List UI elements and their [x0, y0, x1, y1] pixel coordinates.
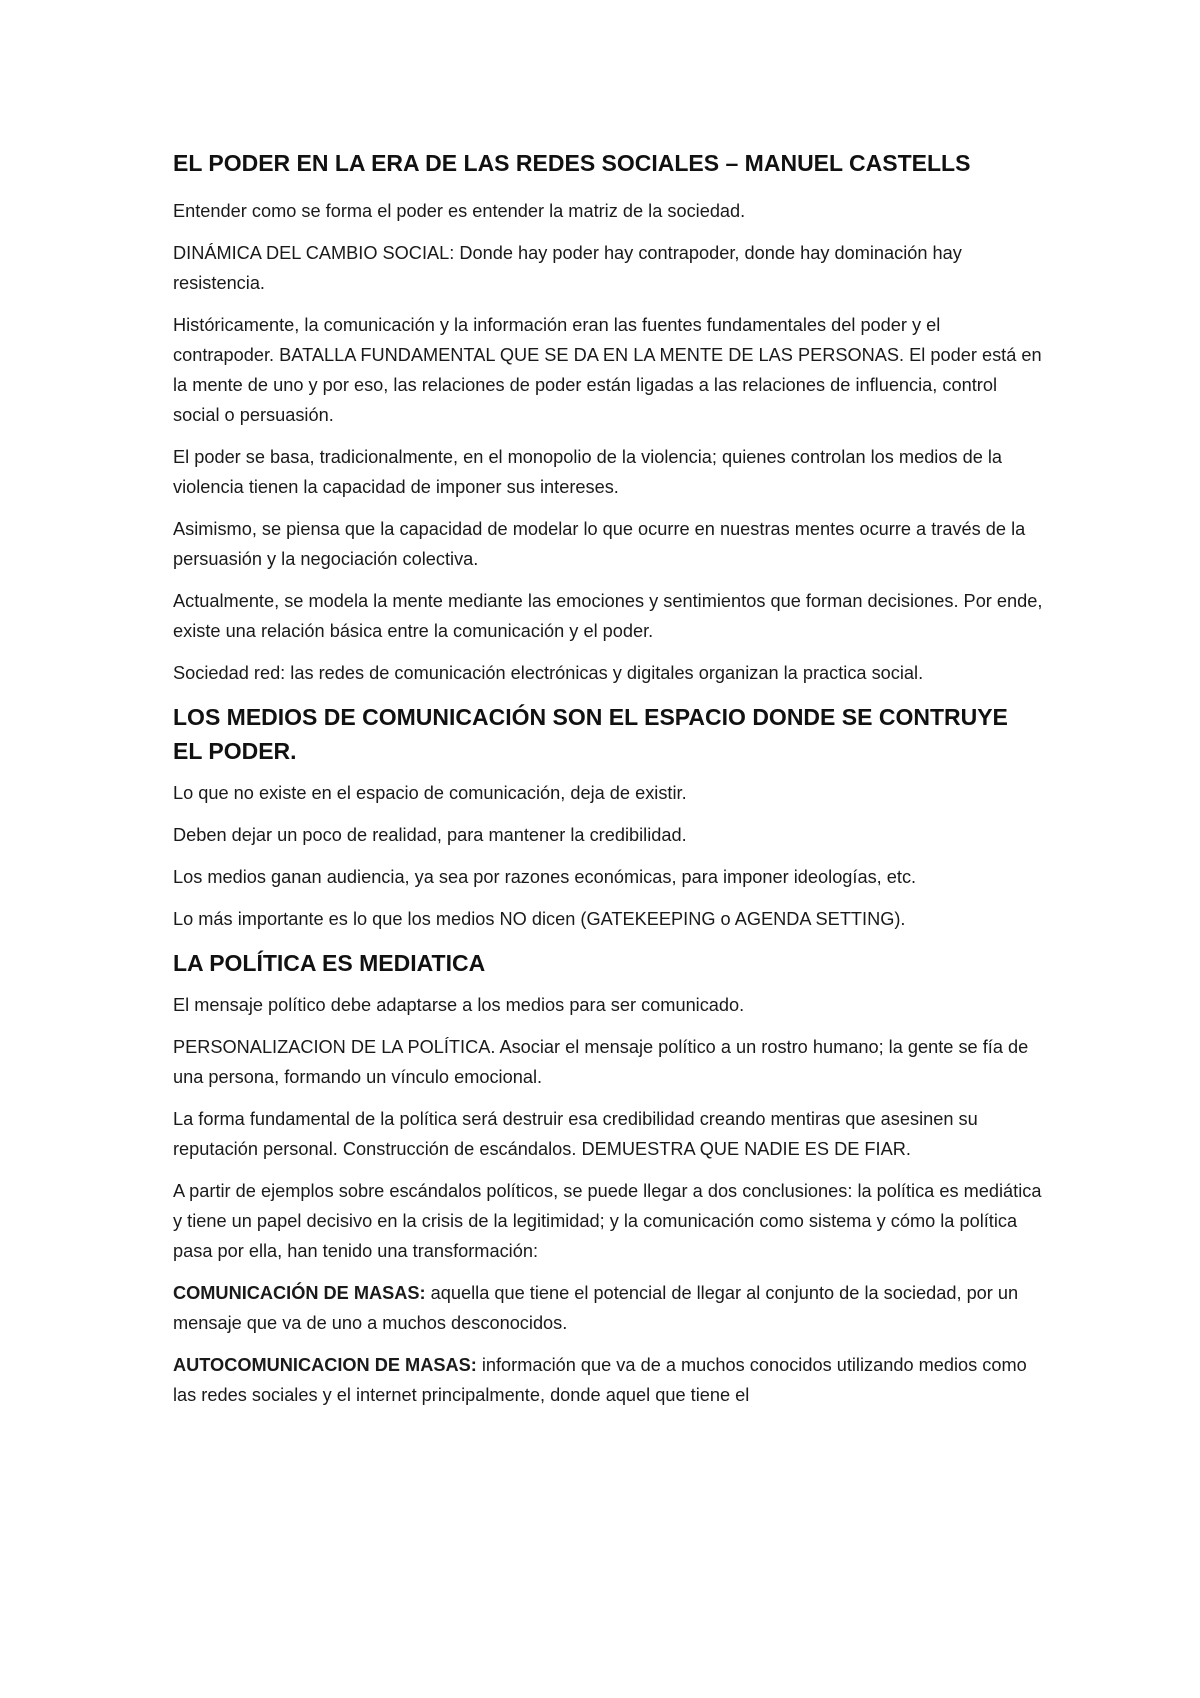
section-heading-politics: LA POLÍTICA ES MEDIATICA	[173, 950, 486, 976]
media-paragraph-3: Los medios ganan audiencia, ya sea por razones económicas, para imponer ideologías, etc.	[173, 867, 917, 887]
definition-text: aquella que tiene el potencial de llegar al conjunto de la sociedad, por un mensaje que va de uno a muchos desconocidos.	[173, 1283, 1019, 1333]
media-paragraph-2: Deben dejar un poco de realidad, para mantener la credibilidad.	[173, 825, 687, 845]
document-page	[173, 148, 1043, 1422]
section-heading-media: LOS MEDIOS DE COMUNICACIÓN SON EL ESPACIO DONDE SE CONTRUYE EL PODER.	[173, 704, 1008, 764]
politics-paragraph-2: PERSONALIZACION DE LA POLÍTICA. Asociar el mensaje político a un rostro humano; la gente se fía de una persona, formando un vínculo emocional.	[173, 1037, 1029, 1087]
definition-mass-self-communication	[173, 1350, 1043, 1410]
intro-paragraph-4: El poder se basa, tradicionalmente, en el monopolio de la violencia; quienes controlan los medios de la violencia tienen la capacidad de imponer sus intereses.	[173, 447, 1003, 497]
politics-paragraph-1: El mensaje político debe adaptarse a los medios para ser comunicado.	[173, 995, 745, 1015]
intro-paragraph-7: Sociedad red: las redes de comunicación electrónicas y digitales organizan la practica social.	[173, 663, 924, 683]
intro-paragraph-2: DINÁMICA DEL CAMBIO SOCIAL: Donde hay poder hay contrapoder, donde hay dominación hay resistencia.	[173, 243, 962, 293]
intro-paragraph-5: Asimismo, se piensa que la capacidad de modelar lo que ocurre en nuestras mentes ocurre a través de la persuasión y la negociación colectiva.	[173, 519, 1026, 569]
media-paragraph-1: Lo que no existe en el espacio de comunicación, deja de existir.	[173, 783, 687, 803]
intro-paragraph-3: Históricamente, la comunicación y la información eran las fuentes fundamentales del poder y el contrapoder. BATALLA FUNDAMENTAL QUE SE DA EN LA MENTE DE LAS PERSONAS. El poder está en la mente de uno y por eso, las relaciones de poder están ligadas a las relaciones de influencia, control social o persuasión.	[173, 315, 1042, 425]
definition-term: AUTOCOMUNICACION DE MASAS:	[173, 1355, 477, 1375]
intro-paragraph-1: Entender como se forma el poder es entender la matriz de la sociedad.	[173, 201, 746, 221]
definition-text: información que va de a muchos conocidos utilizando medios como las redes sociales y el internet principalmente, donde aquel que tiene el	[173, 1355, 1027, 1405]
intro-paragraph-6: Actualmente, se modela la mente mediante las emociones y sentimientos que forman decisiones. Por ende, existe una relación básica entre la comunicación y el poder.	[173, 591, 1043, 641]
definition-mass-communication	[173, 1278, 1043, 1338]
politics-paragraph-4: A partir de ejemplos sobre escándalos políticos, se puede llegar a dos conclusiones: la política es mediática y tiene un papel decisivo en la crisis de la legitimidad; y la comunicación como sistema y cómo la política pasa por ella, han tenido una transformación:	[173, 1181, 1042, 1261]
document-title: EL PODER EN LA ERA DE LAS REDES SOCIALES – MANUEL CASTELLS	[173, 150, 971, 176]
definition-term: COMUNICACIÓN DE MASAS:	[173, 1283, 426, 1303]
media-paragraph-4: Lo más importante es lo que los medios NO dicen (GATEKEEPING o AGENDA SETTING).	[173, 909, 906, 929]
politics-paragraph-3: La forma fundamental de la política será destruir esa credibilidad creando mentiras que asesinen su reputación personal. Construcción de escándalos. DEMUESTRA QUE NADIE ES DE FIAR.	[173, 1109, 978, 1159]
